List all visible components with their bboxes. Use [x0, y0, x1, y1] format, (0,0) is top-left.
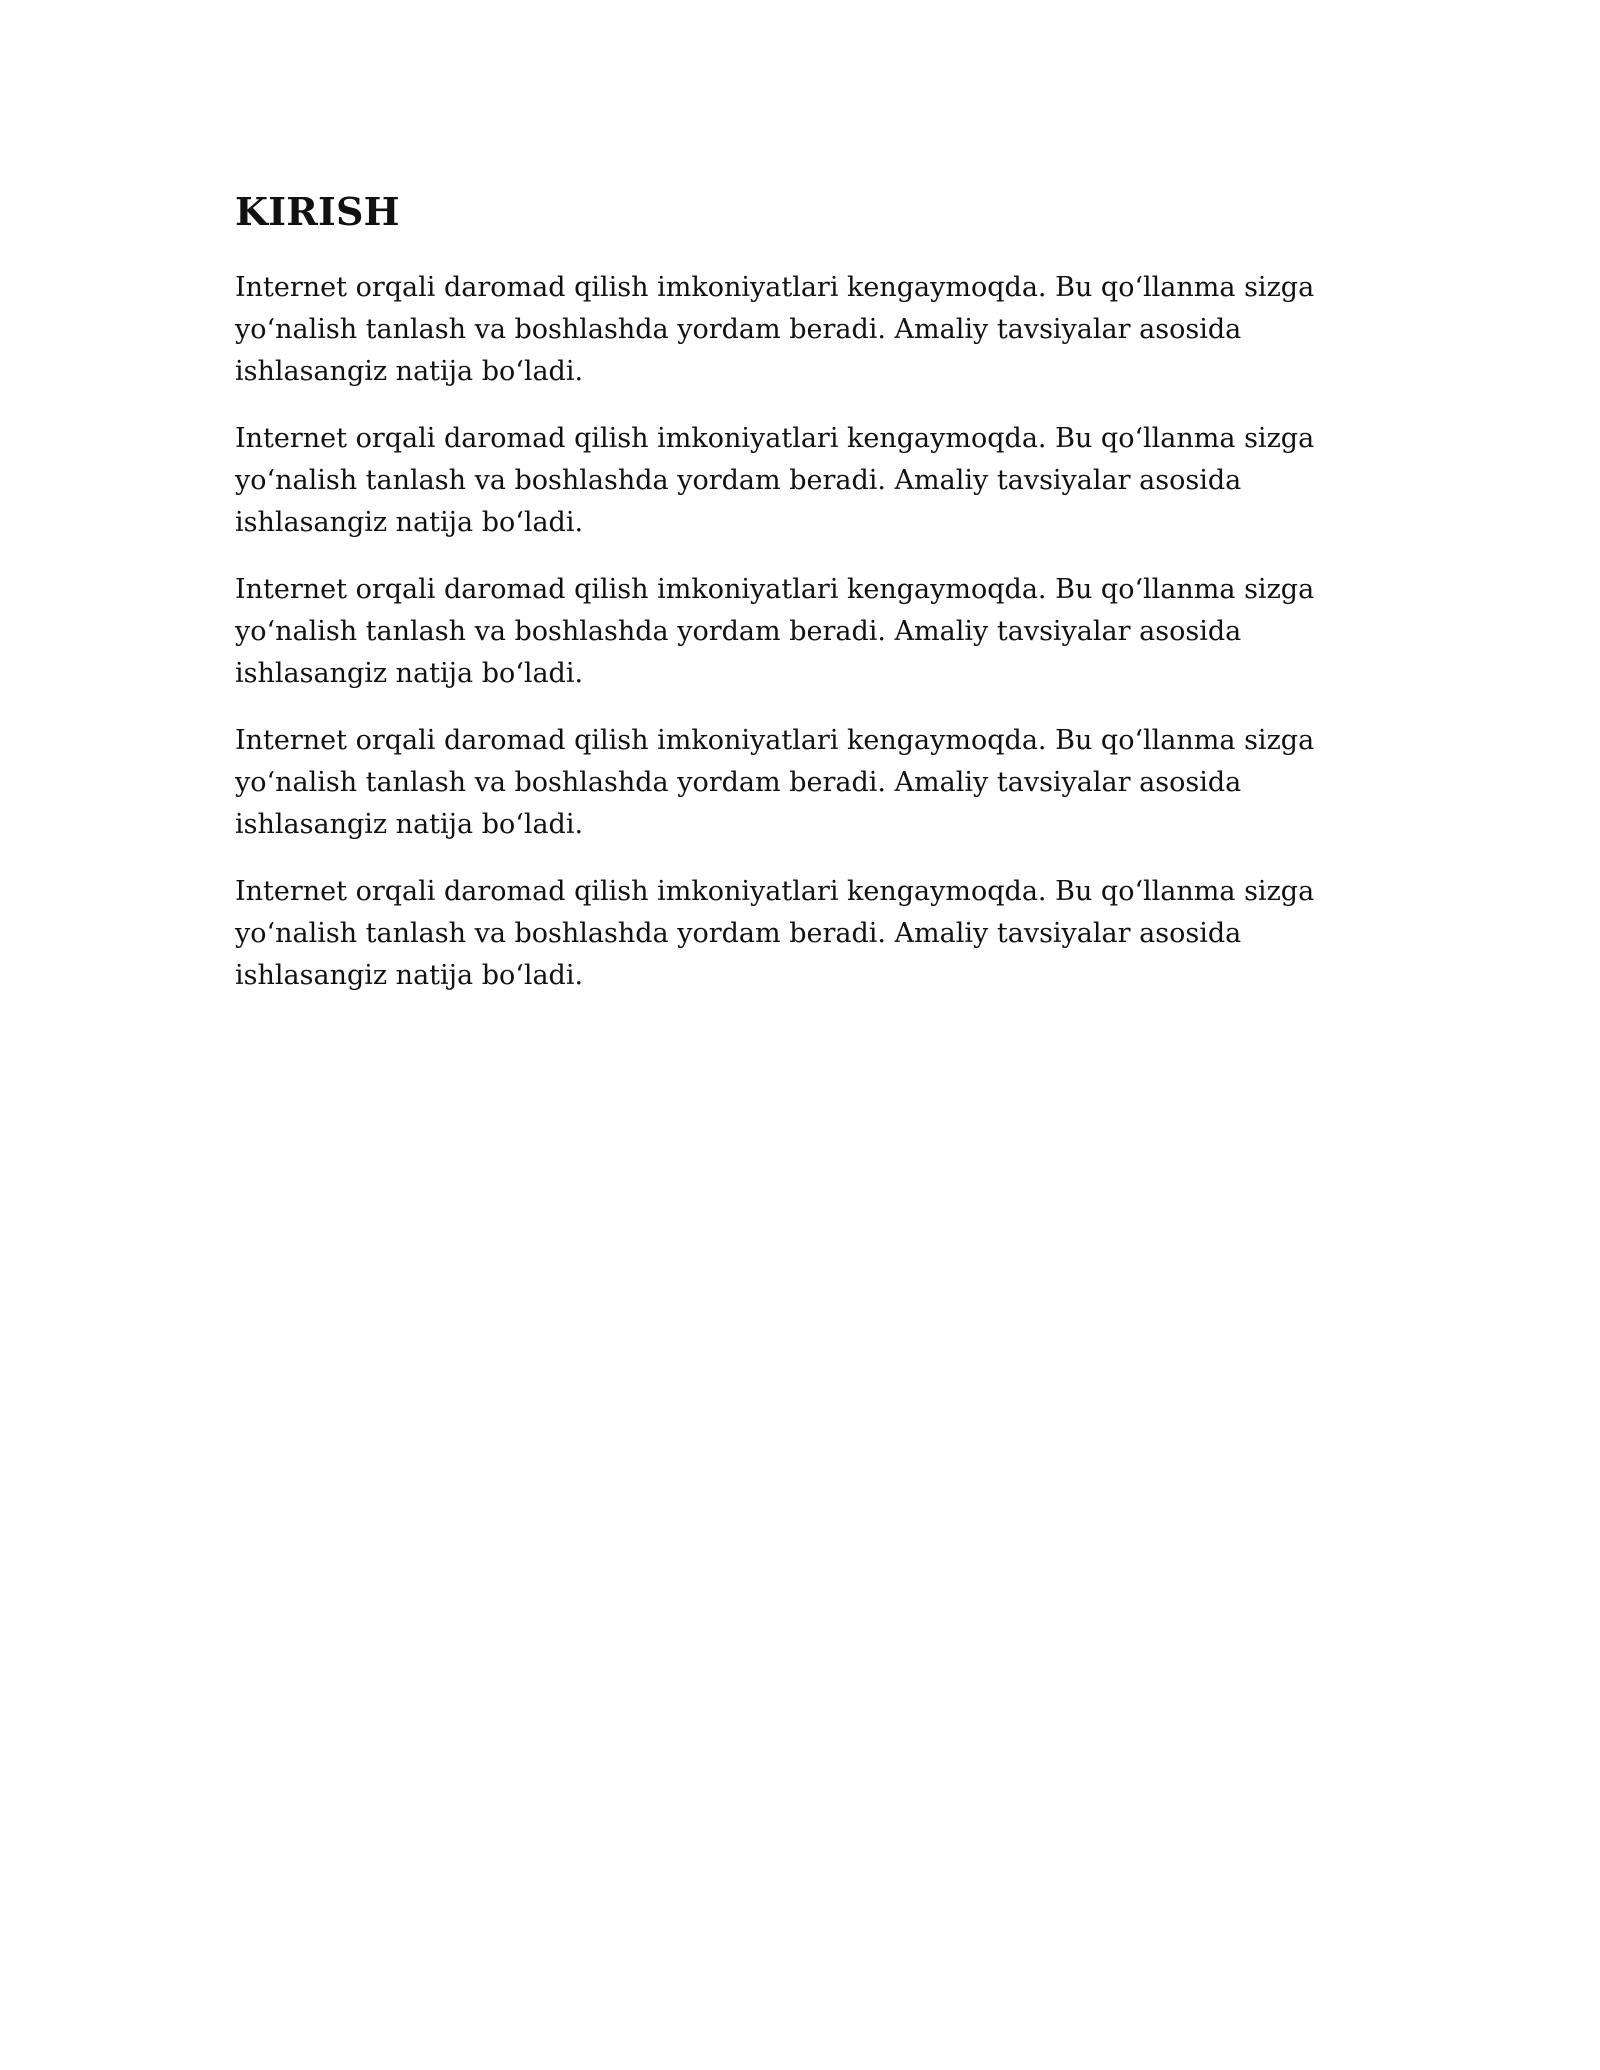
paragraph-5: Internet orqali daromad qilish imkoniyatlari kengaymoqda. Bu qo‘llanma sizga yo‘nalish tanlash va boshlashda yordam beradi. Amaliy tavsiyalar asosida ishlasangiz natija bo‘ladi. — [235, 876, 1315, 991]
document-content — [235, 185, 1365, 1022]
paragraph-2: Internet orqali daromad qilish imkoniyatlari kengaymoqda. Bu qo‘llanma sizga yo‘nalish tanlash va boshlashda yordam beradi. Amaliy tavsiyalar asosida ishlasangiz natija bo‘ladi. — [235, 423, 1315, 538]
paragraph-1: Internet orqali daromad qilish imkoniyatlari kengaymoqda. Bu qo‘llanma sizga yo‘nalish tanlash va boshlashda yordam beradi. Amaliy tavsiyalar asosida ishlasangiz natija bo‘ladi. — [235, 272, 1315, 387]
paragraph-3: Internet orqali daromad qilish imkoniyatlari kengaymoqda. Bu qo‘llanma sizga yo‘nalish tanlash va boshlashda yordam beradi. Amaliy tavsiyalar asosida ishlasangiz natija bo‘ladi. — [235, 574, 1315, 689]
paragraph-4: Internet orqali daromad qilish imkoniyatlari kengaymoqda. Bu qo‘llanma sizga yo‘nalish tanlash va boshlashda yordam beradi. Amaliy tavsiyalar asosida ishlasangiz natija bo‘ladi. — [235, 725, 1315, 840]
section-heading: KIRISH — [235, 189, 400, 234]
